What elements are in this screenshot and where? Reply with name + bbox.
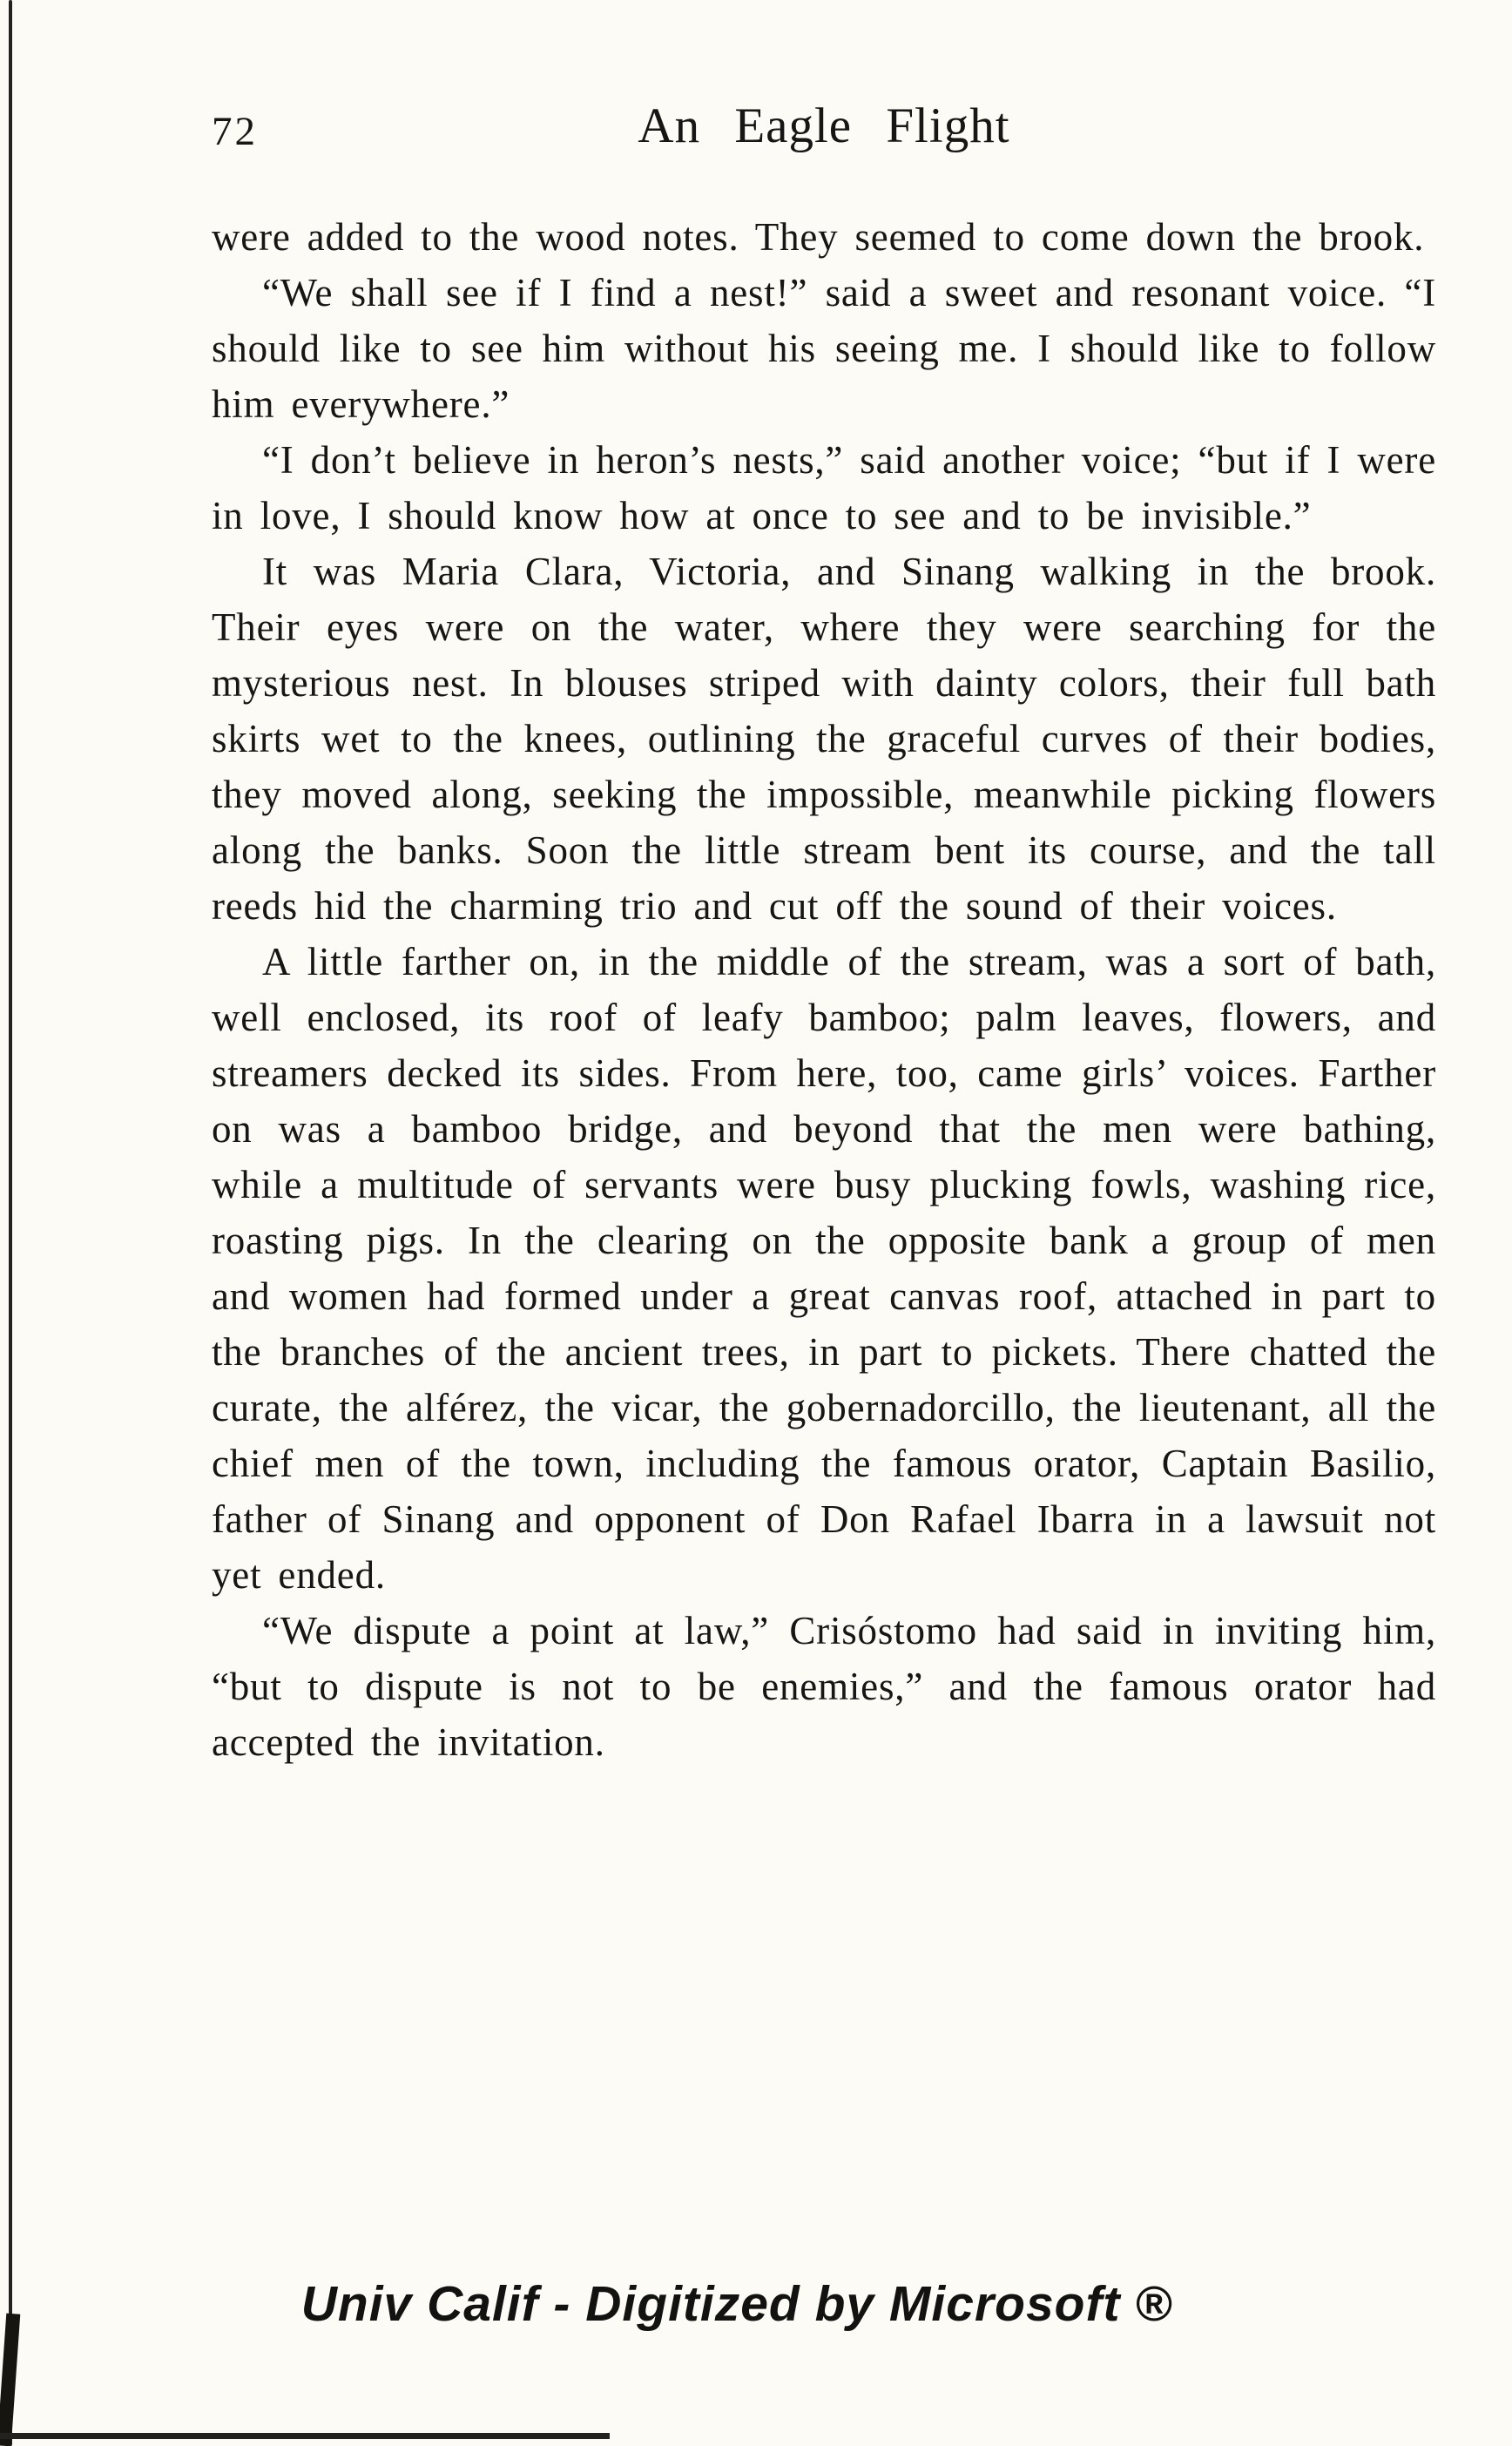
scan-edge-line-left <box>9 0 12 2446</box>
page-number: 72 <box>212 109 258 154</box>
paragraph: “We dispute a point at law,” Crisóstomo had said in inviting him, “but to dispute is not to be enemies,” and the famous orator had accepted the invitation. <box>212 1609 1436 1764</box>
paragraph: It was Maria Clara, Victoria, and Sinang walking in the brook. Their eyes were on the water, where they were searching for the mysterious nest. In blouses striped with dainty colors, their full bath skirts wet to the knees, outlining the graceful curves of their bodies, they moved along, seeking the impossible, meanwhile picking flowers along the banks. Soon the little stream bent its course, and the tall reeds hid the charming trio and cut off the sound of their voices. <box>212 550 1436 928</box>
page-header <box>212 98 1436 164</box>
text-block <box>212 209 1436 1770</box>
paragraph: A little farther on, in the middle of the stream, was a sort of bath, well enclosed, its roof of leafy bamboo; palm leaves, flowers, and streamers decked its sides. From here, too, came girls’ voices. Farther on was a bamboo bridge, and beyond that the men were bathing, while a multitude of servants were busy plucking fowls, washing rice, roasting pigs. In the clearing on the opposite bank a group of men and women had formed under a great canvas roof, attached in part to the branches of the ancient trees, in part to pickets. There chatted the curate, the alférez, the vicar, the gobernadorcillo, the lieutenant, all the chief men of the town, including the famous orator, Captain Basilio, father of Sinang and opponent of Don Rafael Ibarra in a lawsuit not yet ended. <box>212 940 1436 1597</box>
digitization-watermark: Univ Calif - Digitized by Microsoft ® <box>300 2276 1173 2332</box>
scan-corner-mark <box>0 2314 20 2446</box>
paragraph: were added to the wood notes. They seemed to come down the brook. <box>212 215 1425 259</box>
paragraph: “We shall see if I find a nest!” said a sweet and resonant voice. “I should like to see him without his seeing me. I should like to follow him everywhere.” <box>212 271 1436 426</box>
paragraph: “I don’t believe in heron’s nests,” said another voice; “but if I were in love, I should know how at once to see and to be invisible.” <box>212 438 1436 537</box>
scan-edge-line-bottom <box>0 2433 610 2439</box>
running-title: An Eagle Flight <box>638 98 1010 153</box>
